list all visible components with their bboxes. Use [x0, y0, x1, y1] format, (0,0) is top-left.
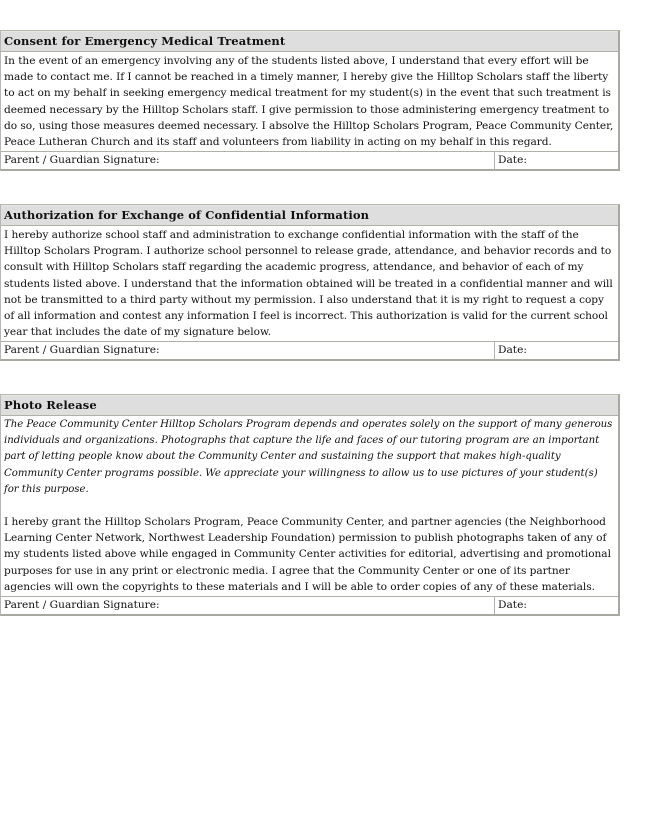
section-body [1, 416, 618, 596]
section-title: Authorization for Exchange of Confidential Information [1, 205, 618, 226]
photo-release-section [0, 394, 620, 616]
consent-medical-section [0, 30, 620, 171]
section-body [1, 226, 618, 341]
section-title: Consent for Emergency Medical Treatment [1, 31, 618, 52]
confidential-info-section [0, 204, 620, 361]
date-label: Date: [498, 344, 527, 357]
signature-label: Parent / Guardian Signature: [4, 599, 160, 612]
signature-field[interactable] [1, 152, 495, 169]
signature-field[interactable] [1, 342, 495, 359]
section-title: Photo Release [1, 395, 618, 416]
date-label: Date: [498, 154, 527, 167]
photo-grant-paragraph: I hereby grant the Hilltop Scholars Program, Peace Community Center, and partner agencies (the Neighborhood Learning Center Network, Northwest Leadership Foundation) permission to publish photographs taken of any of my students listed above while engaged in Community Center activities for editorial, advertising and promotional purposes for use in any print or electronic media. I agree that the Community Center or one of its partner agencies will own the copyrights to these materials and I will be able to order copies of any of these materials. [4, 516, 611, 593]
signature-label: Parent / Guardian Signature: [4, 154, 160, 167]
photo-intro-paragraph: The Peace Community Center Hilltop Scholars Program depends and operates solely on the support of many generous individuals and organizations. Photographs that capture the life and faces of our tutoring program are an important part of letting people know about the Community Center and sustaining the support that makes high-quality Community Center programs possible. We appreciate your willingness to allow us to use pictures of your student(s) for this purpose. [4, 419, 613, 495]
section-body [1, 52, 618, 151]
date-field[interactable] [495, 597, 618, 614]
signature-field[interactable] [1, 597, 495, 614]
consent-paragraph: In the event of an emergency involving any of the students listed above, I understand that every effort will be made to contact me. If I cannot be reached in a timely manner, I hereby give the Hilltop Scholars staff the liberty to act on my behalf in seeking emergency medical treatment for my student(s) in the event that such treatment is deemed necessary by the Hilltop Scholars staff. I give permission to those administering emergency treatment to do so, using those measures deemed necessary. I absolve the Hilltop Scholars Program, Peace Community Center, Peace Lutheran Church and its staff and volunteers from liability in acting on my behalf in this regard. [4, 55, 614, 149]
date-field[interactable] [495, 152, 618, 169]
signature-label: Parent / Guardian Signature: [4, 344, 160, 357]
authorization-paragraph: I hereby authorize school staff and administration to exchange confidential information with the staff of the Hilltop Scholars Program. I authorize school personnel to release grade, attendance, and behavior records and to consult with Hilltop Scholars staff regarding the academic progress, attendance, and behavior of each of my students listed above. I understand that the information obtained will be treated in a confidential manner and will not be transmitted to a third party without my permission. I also understand that it is my right to request a copy of all information and contest any information I feel is incorrect. This authorization is valid for the current school year that includes the date of my signature below. [4, 229, 613, 339]
signature-row [1, 596, 618, 614]
date-label: Date: [498, 599, 527, 612]
signature-row [1, 151, 618, 169]
signature-row [1, 341, 618, 359]
date-field[interactable] [495, 342, 618, 359]
